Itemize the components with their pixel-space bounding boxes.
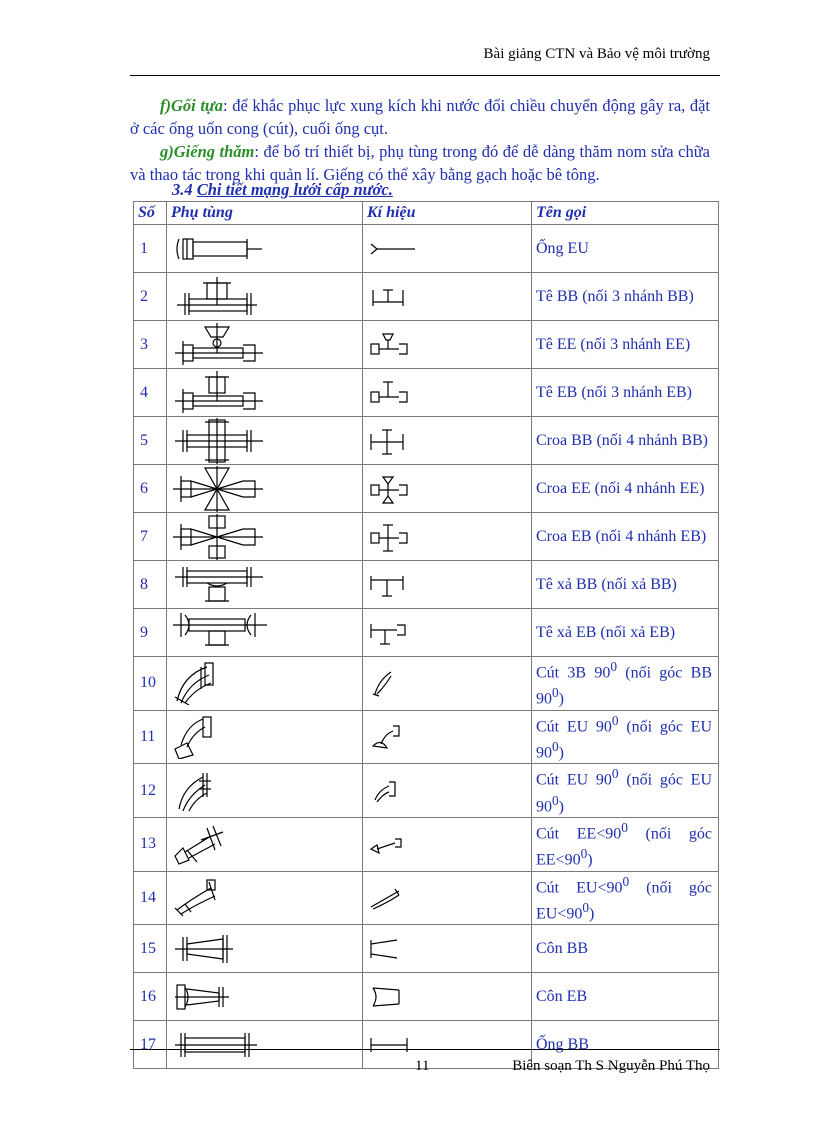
reducer-eb-symbol: [363, 982, 443, 1012]
fitting-name: Tê EB (nối 3 nhánh EB): [532, 369, 719, 417]
paragraph-label: f)Gối tựa: [160, 96, 224, 115]
section-number: 3.4: [172, 180, 193, 199]
paragraph-label: g)Giếng thăm: [160, 142, 255, 161]
row-number: 7: [134, 513, 167, 561]
row-number: 13: [134, 817, 167, 871]
header-part: Phụ tùng: [167, 202, 363, 225]
fitting-name: Croa EE (nối 4 nhánh EE): [532, 465, 719, 513]
row-number: 6: [134, 465, 167, 513]
paragraph-text: : để bố trí thiết bị, phụ tùng trong đó để dễ dàng thăm nom sửa chữa và thao tác trong khi quản lí. Giếng có thể xây bằng gạch hoặc bê tông.: [130, 142, 710, 184]
reducer-bb-symbol: [363, 934, 443, 964]
cross-eb-symbol: [363, 522, 443, 552]
fitting-name: Côn BB: [532, 925, 719, 973]
elbow-bb-symbol: [363, 668, 443, 698]
row-number: 8: [134, 561, 167, 609]
elbow-eu-lt90-symbol: [363, 883, 443, 913]
table-row: [134, 513, 719, 561]
table-row: [134, 609, 719, 657]
fitting-name: Tê EE (nối 3 nhánh EE): [532, 321, 719, 369]
fitting-name: Cút 3B $90^0$ (nối góc BB $90^0$): [532, 657, 719, 711]
cross-ee-symbol: [363, 474, 443, 504]
table-row: [134, 465, 719, 513]
row-number: 5: [134, 417, 167, 465]
elbow-eu-drawing: [167, 715, 287, 759]
row-number: 3: [134, 321, 167, 369]
fitting-name: Cút EU $90^0$ (nối góc EU $90^0$): [532, 710, 719, 764]
fitting-name: Croa EB (nối 4 nhánh EB): [532, 513, 719, 561]
fitting-name: Tê BB (nối 3 nhánh BB): [532, 273, 719, 321]
table-header-row: [134, 202, 719, 225]
reducer-bb-drawing: [167, 929, 287, 969]
tee-drain-bb-symbol: [363, 570, 443, 600]
cross-ee-drawing: [167, 466, 287, 512]
row-number: 4: [134, 369, 167, 417]
row-number: 2: [134, 273, 167, 321]
header-symbol: Kí hiệu: [363, 202, 532, 225]
tee-eb-drawing: [167, 371, 287, 415]
table-row: [134, 561, 719, 609]
pipe-eu-drawing: [167, 229, 287, 269]
fitting-name: Tê xả EB (nối xả EB): [532, 609, 719, 657]
cross-eb-drawing: [167, 514, 287, 560]
tee-ee-symbol: [363, 330, 443, 360]
fitting-name: Cút $EE<90^0$ (nối góc $EE<90^0$): [532, 817, 719, 871]
table-row: [134, 764, 719, 818]
table-row: [134, 925, 719, 973]
elbow-ee-lt90-drawing: [167, 822, 287, 866]
fitting-drawing: [167, 225, 363, 273]
tee-bb-symbol: [363, 282, 443, 312]
pipe-bb-symbol: [363, 1030, 443, 1060]
fitting-name: Cút $EU<90^0$ (nối góc $EU<90^0$): [532, 871, 719, 925]
table-row: [134, 321, 719, 369]
table-row: [134, 657, 719, 711]
reducer-eb-drawing: [167, 977, 287, 1017]
table-row: [134, 417, 719, 465]
row-number: 17: [134, 1021, 167, 1069]
footer-author: Biên soạn Th S Nguyễn Phú Thọ: [512, 1058, 710, 1074]
row-number: 10: [134, 657, 167, 711]
tee-ee-drawing: [167, 323, 287, 367]
row-number: 9: [134, 609, 167, 657]
elbow-eu-2-drawing: [167, 769, 287, 813]
cross-bb-symbol: [363, 426, 443, 456]
fitting-name: Ống BB: [532, 1021, 719, 1069]
section-title: Chi tiết mạng lưới cấp nước.: [196, 180, 393, 199]
tee-eb-symbol: [363, 378, 443, 408]
row-number: 15: [134, 925, 167, 973]
table-row: [134, 273, 719, 321]
pipe-eu-symbol: [363, 234, 443, 264]
footer-rule: [130, 1049, 720, 1050]
tee-drain-eb-symbol: [363, 618, 443, 648]
cross-bb-drawing: [167, 418, 287, 464]
table-row: [134, 973, 719, 1021]
page-header: Bài giảng CTN và Bảo vệ môi trường: [483, 46, 710, 62]
fittings-table: [133, 201, 719, 1069]
table-row: [134, 369, 719, 417]
elbow-bb-drawing: [167, 661, 287, 705]
row-number: 1: [134, 225, 167, 273]
tee-drain-eb-drawing: [167, 611, 287, 655]
elbow-ee-lt90-symbol: [363, 829, 443, 859]
row-number: 11: [134, 710, 167, 764]
fitting-name: Côn EB: [532, 973, 719, 1021]
row-number: 16: [134, 973, 167, 1021]
paragraph-goi-tua: [130, 94, 710, 140]
tee-bb-drawing: [167, 275, 287, 319]
header-name: Tên gọi: [532, 202, 719, 225]
paragraph-text: : để khắc phục lực xung kích khi nước đổi chiều chuyển động gây ra, đặt ở các ống uốn cong (cút), cuối ống cụt.: [130, 96, 710, 138]
header-rule: [130, 75, 720, 76]
header-num: Số: [134, 202, 167, 225]
fitting-name: Cút EU $90^0$ (nối góc EU $90^0$): [532, 764, 719, 818]
table-row: [134, 225, 719, 273]
table-row: [134, 710, 719, 764]
fitting-symbol: [363, 225, 532, 273]
section-heading: [172, 180, 393, 200]
fitting-name: Ống EU: [532, 225, 719, 273]
elbow-eu-2-symbol: [363, 776, 443, 806]
table-row: [134, 817, 719, 871]
fitting-name: Croa BB (nối 4 nhánh BB): [532, 417, 719, 465]
fitting-name: Tê xả BB (nối xả BB): [532, 561, 719, 609]
tee-drain-bb-drawing: [167, 563, 287, 607]
elbow-eu-symbol: [363, 722, 443, 752]
page-number: 11: [415, 1058, 430, 1074]
row-number: 14: [134, 871, 167, 925]
pipe-bb-drawing: [167, 1025, 287, 1065]
row-number: 12: [134, 764, 167, 818]
elbow-eu-lt90-drawing: [167, 876, 287, 920]
table-row: [134, 871, 719, 925]
